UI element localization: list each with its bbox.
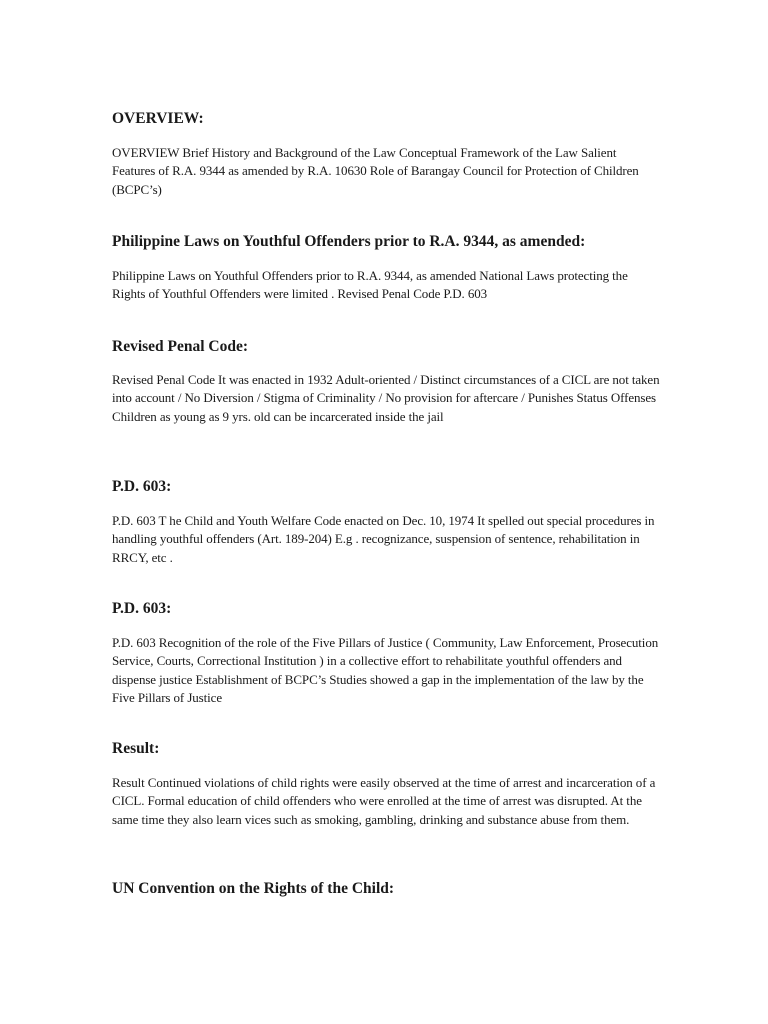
section-heading-philippine-laws: Philippine Laws on Youthful Offenders prior to R.A. 9344, as amended: — [112, 233, 586, 250]
section-heading-pd603-first: P.D. 603: — [112, 478, 172, 495]
section-body-pd603-first: P.D. 603 T he Child and Youth Welfare Code enacted on Dec. 10, 1974 It spelled out special procedures in handling youthful offenders (Art. 189-204) E.g . recognizance, suspension of sentence, rehabilitation in RRCY, etc . — [112, 513, 655, 565]
section-body-result: Result Continued violations of child rights were easily observed at the time of arrest and incarceration of a CICL. Formal education of child offenders who were enrolled at the time of arrest was disrupted. At the same time they also learn vices such as smoking, gambling, drinking and substance abuse from them. — [112, 775, 656, 827]
section-heading-overview: OVERVIEW: — [112, 110, 204, 127]
section-body-pd603-second: P.D. 603 Recognition of the role of the Five Pillars of Justice ( Community, Law Enforcement, Prosecution Service, Courts, Correctional Institution ) in a collective effort to rehabilitate youthful offenders and dispense justice Establishment of BCPC’s Studies showed a gap in the implementation of the law by the Five Pillars of Justice — [112, 635, 659, 705]
section-body-overview: OVERVIEW Brief History and Background of the Law Conceptual Framework of the Law Salient Features of R.A. 9344 as amended by R.A. 10630 Role of Barangay Council for Protection of Children (BCPC’s) — [112, 145, 639, 197]
section-heading-un-convention: UN Convention on the Rights of the Child: — [112, 880, 395, 897]
section-body-philippine-laws: Philippine Laws on Youthful Offenders prior to R.A. 9344, as amended National Laws protecting the Rights of Youthful Offenders were limited . Revised Penal Code P.D. 603 — [112, 268, 628, 302]
section-heading-revised-penal-code: Revised Penal Code: — [112, 338, 249, 355]
section-body-revised-penal-code: Revised Penal Code It was enacted in 1932 Adult-oriented / Distinct circumstances of a CICL are not taken into account / No Diversion / Stigma of Criminality / No provision for aftercare / Punishes Status Offenses Children as young as 9 yrs. old can be incarcerated inside the jail — [112, 372, 660, 424]
section-heading-pd603-second: P.D. 603: — [112, 600, 172, 617]
section-heading-result: Result: — [112, 740, 160, 757]
